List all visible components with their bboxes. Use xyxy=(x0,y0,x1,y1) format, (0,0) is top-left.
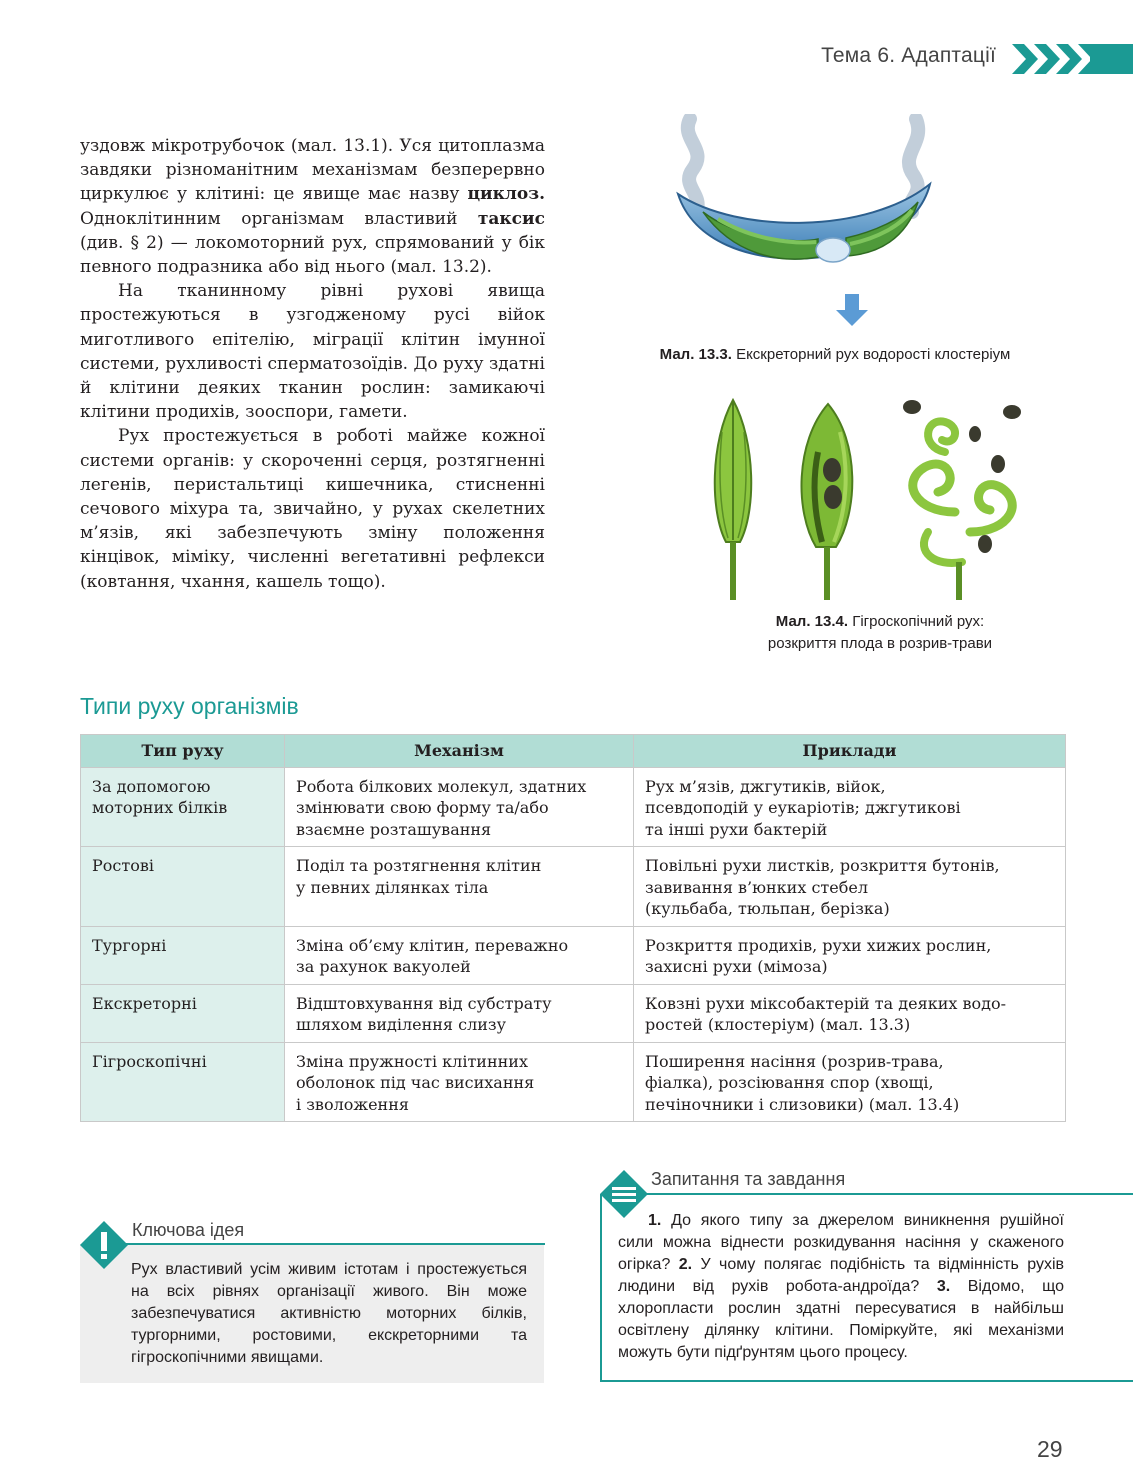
questions-rule xyxy=(626,1193,1133,1195)
table-row xyxy=(81,767,1066,847)
table-cell: Рух м’язів, джгутиків, війок, псевдоподій у еукаріотів; джгутикові та інші рухи бактерій xyxy=(634,767,1066,847)
figure-caption-13-3: Мал. 13.3. Екскреторний рух водорості клостеріум xyxy=(659,346,1011,363)
table-cell: Поширення насіння (розрив-трава, фіалка), розсіювання спор (хвощі, печіночники і слизовики) (мал. 13.4) xyxy=(634,1042,1066,1122)
page-number: 29 xyxy=(1037,1436,1063,1462)
chapter-title: Тема 6. Адаптації xyxy=(821,44,996,67)
questions-title: Запитання та завдання xyxy=(651,1169,846,1189)
closterium-illustration xyxy=(668,114,938,332)
table-header: Тип руху xyxy=(81,735,285,768)
table-header: Механізм xyxy=(285,735,634,768)
table-cell: Розкриття продихів, рухи хижих рослин, захисні рухи (мімоза) xyxy=(634,926,1066,984)
section-title: Типи руху організмів xyxy=(80,693,299,719)
impatiens-fruit-illustration xyxy=(700,392,1050,604)
table-cell: Ростові xyxy=(81,847,285,927)
key-idea-title: Ключова ідея xyxy=(132,1220,245,1240)
table-cell: Ковзні рухи міксобактерій та деяких водо- ростей (клостеріум) (мал. 13.3) xyxy=(634,984,1066,1042)
exclamation-icon xyxy=(79,1220,129,1270)
table-row xyxy=(81,984,1066,1042)
table-cell: Екскреторні xyxy=(81,984,285,1042)
table-cell: За допомогою моторних білків xyxy=(81,767,285,847)
table-cell: Поділ та розтягнення клітин у певних ділянках тіла xyxy=(285,847,634,927)
table-header: Приклади xyxy=(634,735,1066,768)
movement-types-table xyxy=(80,734,1066,1122)
table-cell: Відштовхування від субстрату шляхом виділення слизу xyxy=(285,984,634,1042)
key-idea-rule xyxy=(104,1243,545,1245)
table-row xyxy=(81,1042,1066,1122)
paragraph-1: уздовж мікротрубочок (мал. 13.1). Уся цитоплазма завдяки різноманітним механізмам безперервно циркулює у клітині: це явище має назву циклоз. Одноклітинним організмам властивий таксис (див. § 2) — локомоторний рух, спрямований у бік певного подразника або від нього (мал. 13.2). xyxy=(80,136,545,278)
questions-paragraph: 1. До якого типу за джерелом виникнення рушійної сили можна віднести розкидування насіння у скаженого огірка? 2. У чому полягає подібність та відмінність рухів людини від рухів робота-андроїда? 3. Відомо, що хлоропласти рослин здатні пересуватися в найбільш освітлену ділянку клітини. Поміркуйте, які механізми можуть бути підґрунтям цього процесу. xyxy=(618,1212,1065,1361)
table-cell: Зміна об’єму клітин, переважно за рахунок вакуолей xyxy=(285,926,634,984)
paragraph-2: На тканинному рівні рухові явища простежуються в узгодженому русі війок миготливого епітелію, міграції клітин імунної системи, рухливості сперматозоїдів. До руху здатні й клітини деяких тканин рослин: замикаючі клітини продихів, зооспори, гамети. xyxy=(80,281,545,423)
table-row xyxy=(81,926,1066,984)
table-cell: Повільні рухи листків, розкриття бутонів, завивання в’юнких стебел (кульбаба, тюльпан, берізка) xyxy=(634,847,1066,927)
table-header-row xyxy=(81,735,1066,768)
table-cell: Робота білкових молекул, здатних змінювати свою форму та/або взаємне розташування xyxy=(285,767,634,847)
table-row xyxy=(81,847,1066,927)
body-text xyxy=(80,134,545,594)
table-cell: Тургорні xyxy=(81,926,285,984)
table-cell: Гігроскопічні xyxy=(81,1042,285,1122)
key-idea-text: Рух властивий усім живим істотам і простежується на всіх рівнях організації живого. Він може забезпечуватися активністю моторних білків, тургорними, ростовими, екскреторними та гігроскопічними явищами. xyxy=(131,1261,527,1366)
questions-text xyxy=(618,1210,1064,1364)
chevrons-icon xyxy=(1010,44,1133,74)
figure-caption-13-4: Мал. 13.4. Гігроскопічний рух: розкриття плода в розрив-трави xyxy=(767,613,993,652)
paragraph-3: Рух простежується в роботі майже кожної системи органів: у скороченні серця, розтягненні легенів, перистальтиці кишечника, стисненні сечового міхура та, звичайно, у рухах скелетних м’язів, які забезпечують зміну положення кінцівок, міміку, численні вегетативні рефлекси (ковтання, чхання, кашель тощо). xyxy=(80,426,545,592)
table-cell: Зміна пружності клітинних оболонок під час висихання і зволоження xyxy=(285,1042,634,1122)
